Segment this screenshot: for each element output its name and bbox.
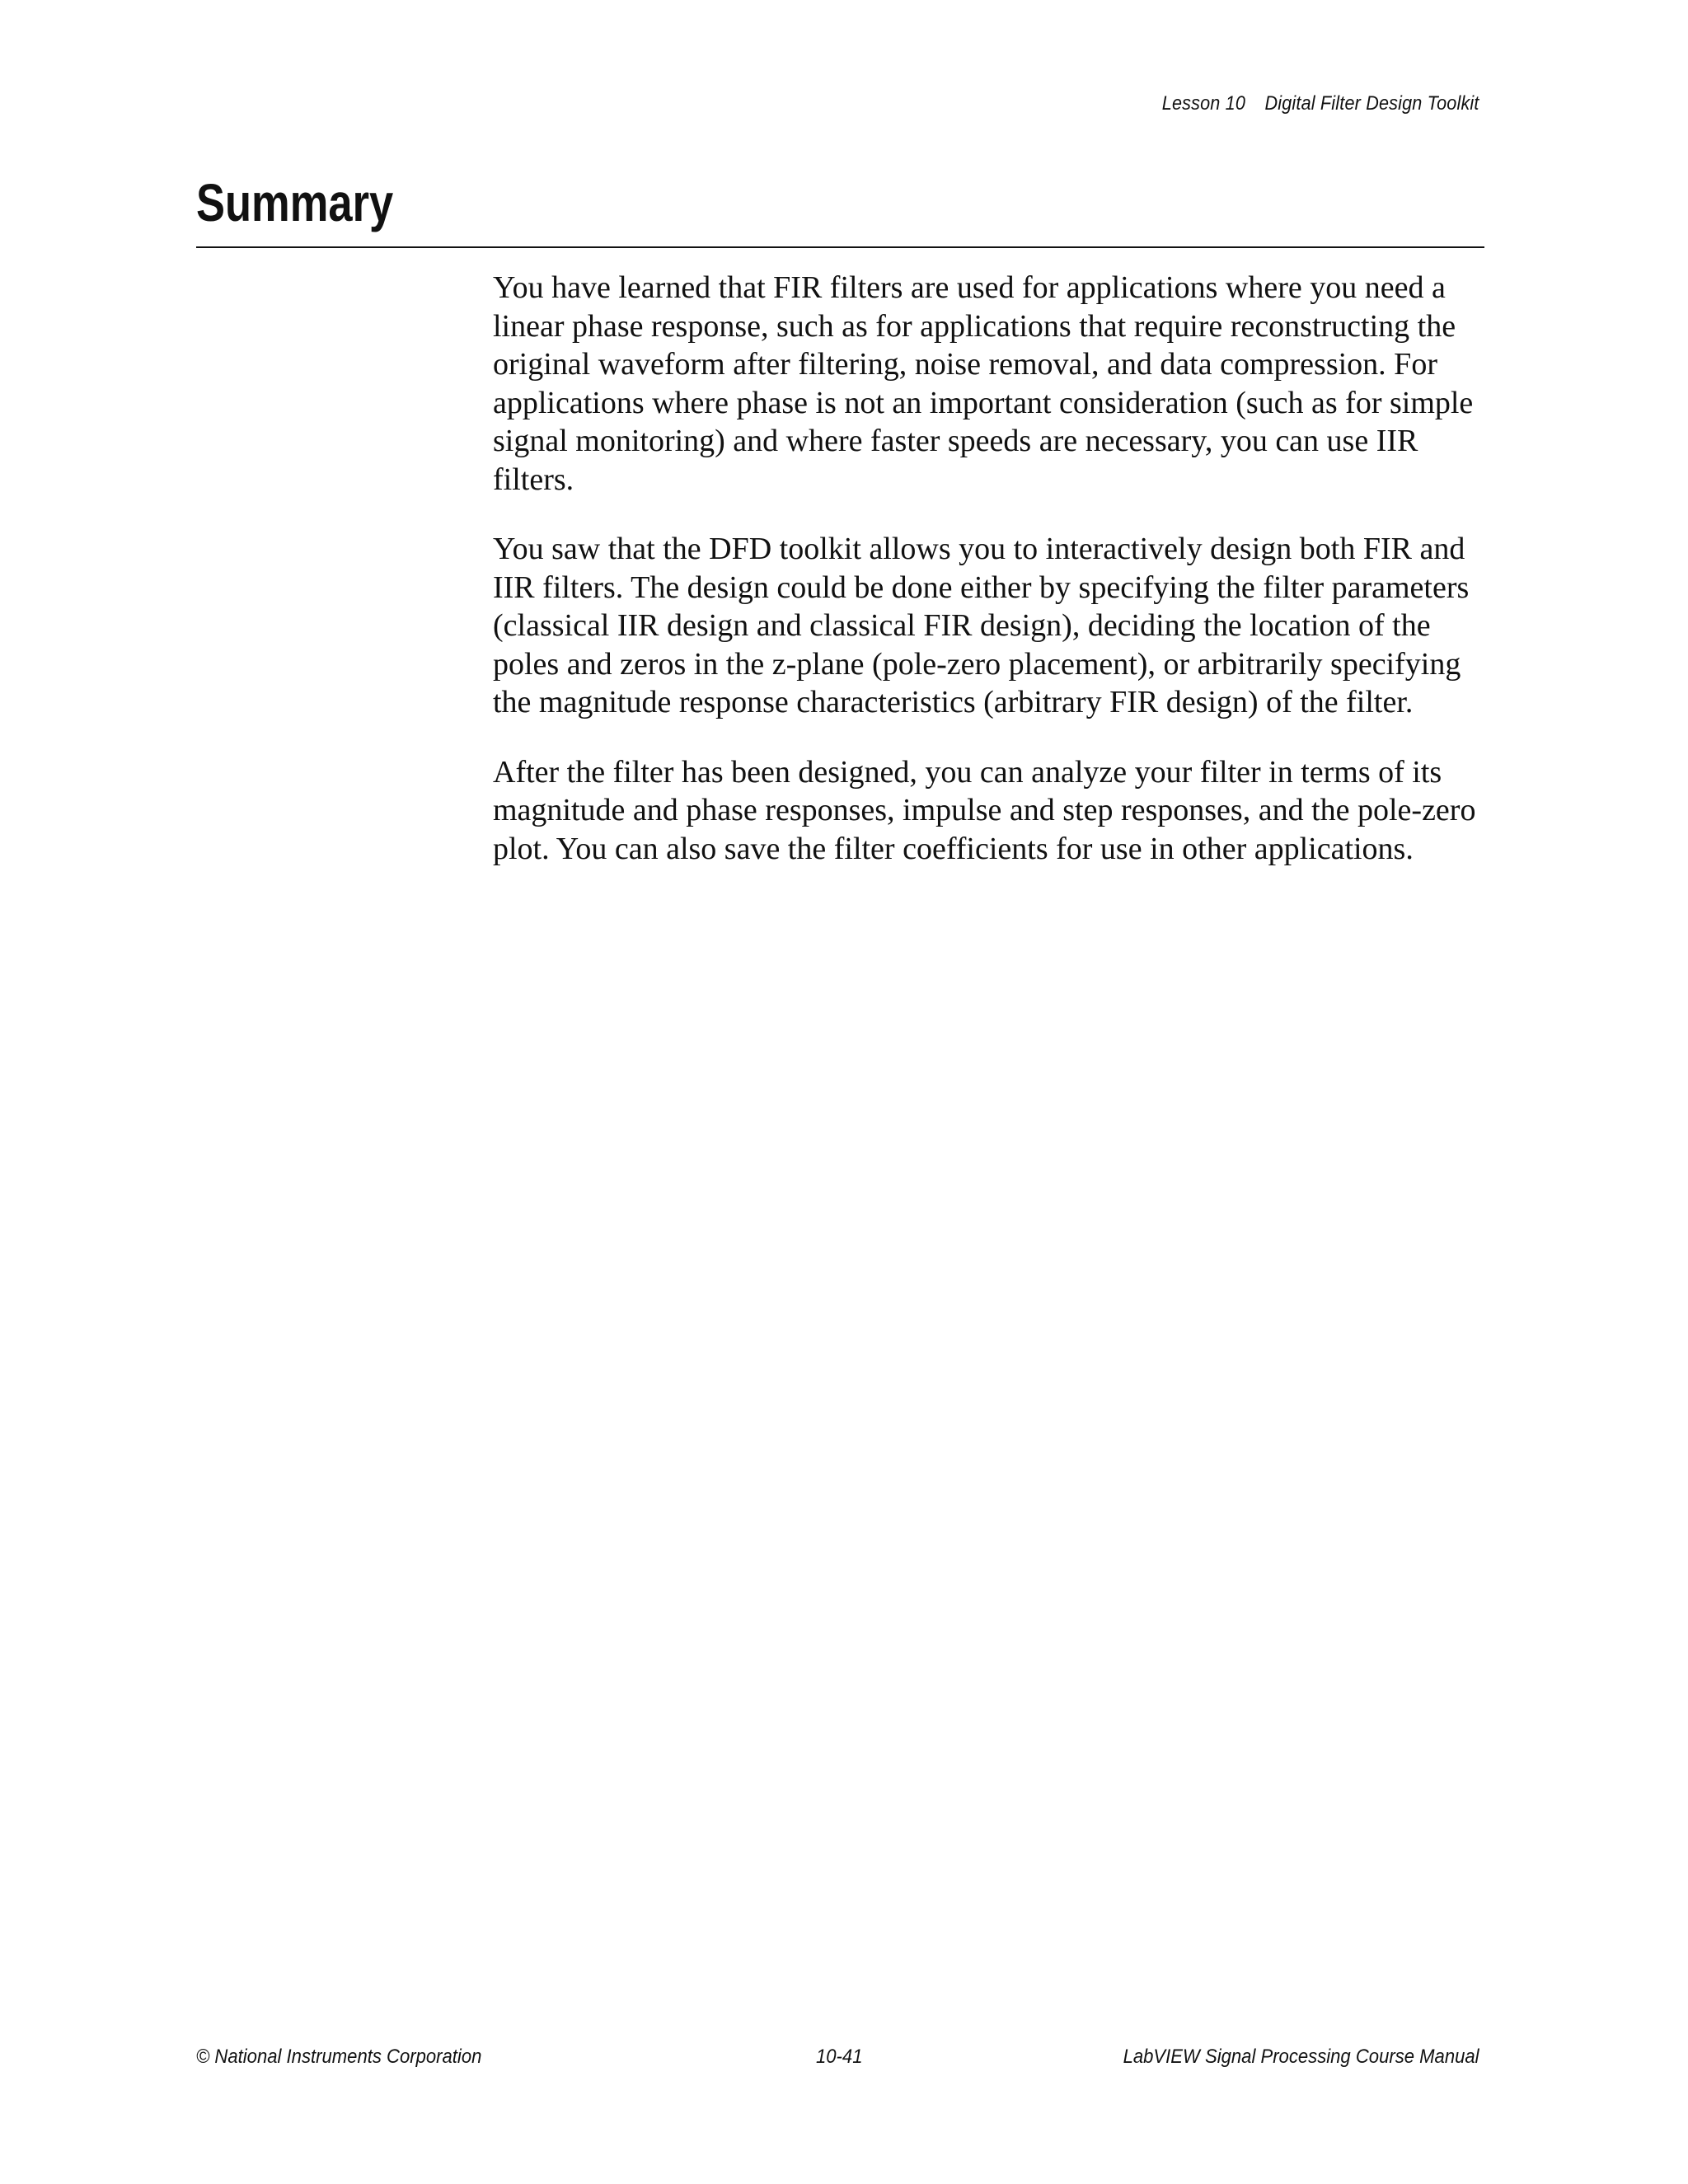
footer-page-number: 10-41 bbox=[816, 2046, 863, 2068]
header-chapter-title: Digital Filter Design Toolkit bbox=[1264, 92, 1479, 115]
section-title: Summary bbox=[196, 173, 394, 232]
title-rule bbox=[196, 246, 1484, 248]
paragraph-1: You have learned that FIR filters are used for applications where you need a linear phase response, such as for applications that require reconstructing the original waveform after filtering, noise removal, and data compression. For applications where phase is not an important consideration (such as for simple signal monitoring) and where faster speeds are necessary, you can use IIR filters. bbox=[493, 270, 1474, 497]
body-text bbox=[493, 269, 1486, 899]
paragraph-2: You saw that the DFD toolkit allows you to interactively design both FIR and IIR filters. The design could be done either by specifying the filter parameters (classical IIR design and classical FIR design), deciding the location of the poles and zeros in the z-plane (pole-zero placement), or arbitrarily specifying the magnitude response characteristics (arbitrary FIR design) of the filter. bbox=[493, 532, 1470, 719]
footer-manual-title: LabVIEW Signal Processing Course Manual bbox=[1123, 2046, 1479, 2068]
footer-copyright: © National Instruments Corporation bbox=[196, 2046, 482, 2068]
header-lesson: Lesson 10 bbox=[1162, 92, 1246, 115]
running-header bbox=[1162, 92, 1479, 115]
paragraph-3: After the filter has been designed, you can analyze your filter in terms of its magnitude and phase responses, impulse and step responses, and the pole-zero plot. You can also save the filter coefficients for use in other applications. bbox=[493, 754, 1476, 866]
